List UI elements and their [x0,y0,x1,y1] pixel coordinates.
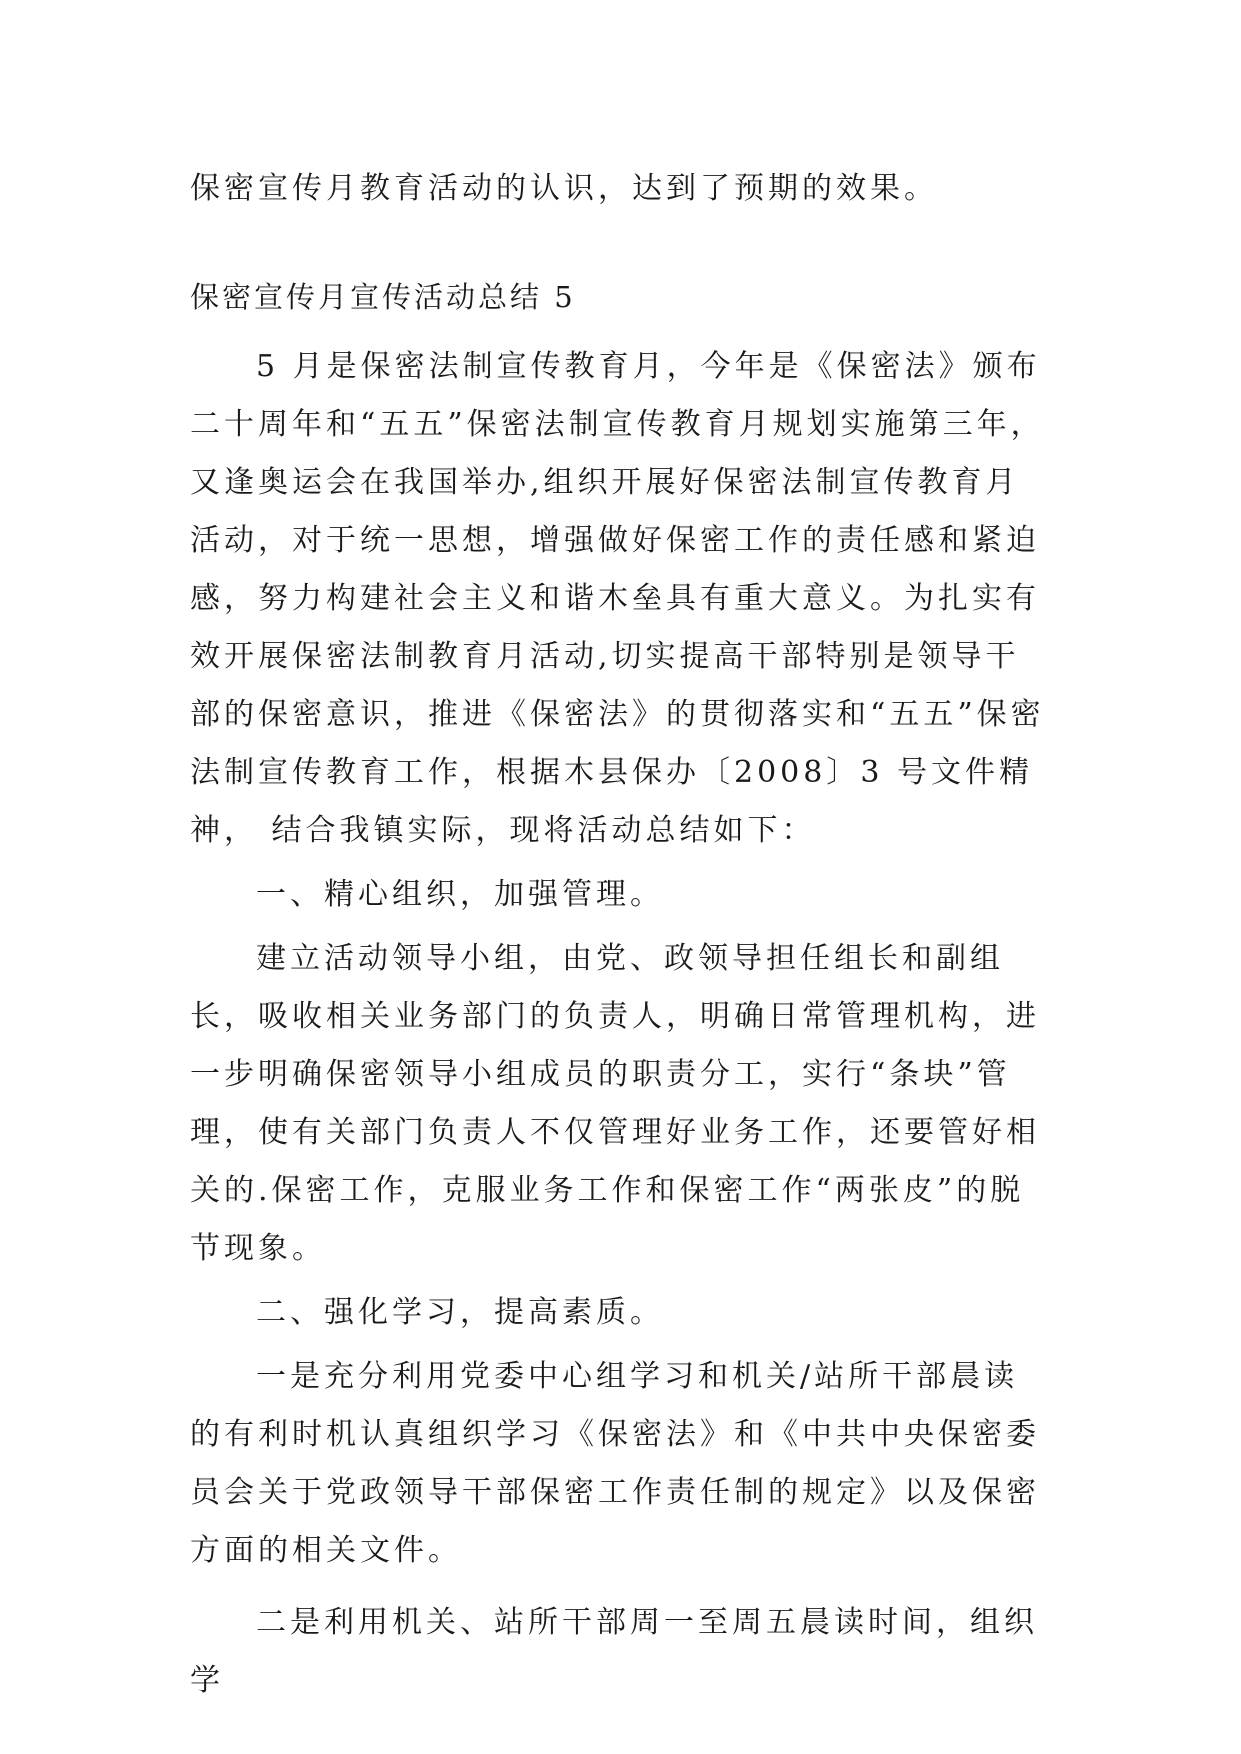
document-body [190,338,1050,1710]
paragraph-study-two: 二是利用机关、站所干部周一至周五晨读时间，组织学 [190,1605,1038,1698]
paragraph-study-one: 一是充分利用党委中心组学习和机关/站所干部晨读的有利时机认真组织学习《保密法》和《中共中央保密委员会关于党政领导干部保密工作责任制的规定》以及保密方面的相关文件。 [190,1359,1040,1568]
paragraph-leadership-group: 建立活动领导小组，由党、政领导担任组长和副组长，吸收相关业务部门的负责人，明确日常管理机构，进一步明确保密领导小组成员的职责分工，实行“条块”管理，使有关部门负责人不仅管理好业务工作，还要管好相关的.保密工作，克服业务工作和保密工作“两张皮”的脱节现象。 [190,941,1040,1266]
heading-study: 二、强化学习，提高素质。 [256,1295,664,1330]
paragraph-intro: 5 月是保密法制宣传教育月，今年是《保密法》颁布二十周年和“五五”保密法制宣传教育月规划实施第三年，又逢奥运会在我国举办,组织开展好保密法制宣传教育月活动，对于统一思想，增强做好保密工作的责任感和紧迫感，努力构建社会主义和谐木垒具有重大意义。为扎实有效开展保密法制教育月活动,切实提高干部特别是领导干部的保密意识，推进《保密法》的贯彻落实和“五五”保密法制宣传教育工作，根据木县保办〔2008〕3 号文件精神， 结合我镇实际，现将活动总结如下： [190,349,1045,848]
section-title: 保密宣传月宣传活动总结 5 [190,280,576,314]
heading-organize: 一、精心组织，加强管理。 [256,877,664,912]
lead-line: 保密宣传月教育活动的认识，达到了预期的效果。 [190,171,938,206]
